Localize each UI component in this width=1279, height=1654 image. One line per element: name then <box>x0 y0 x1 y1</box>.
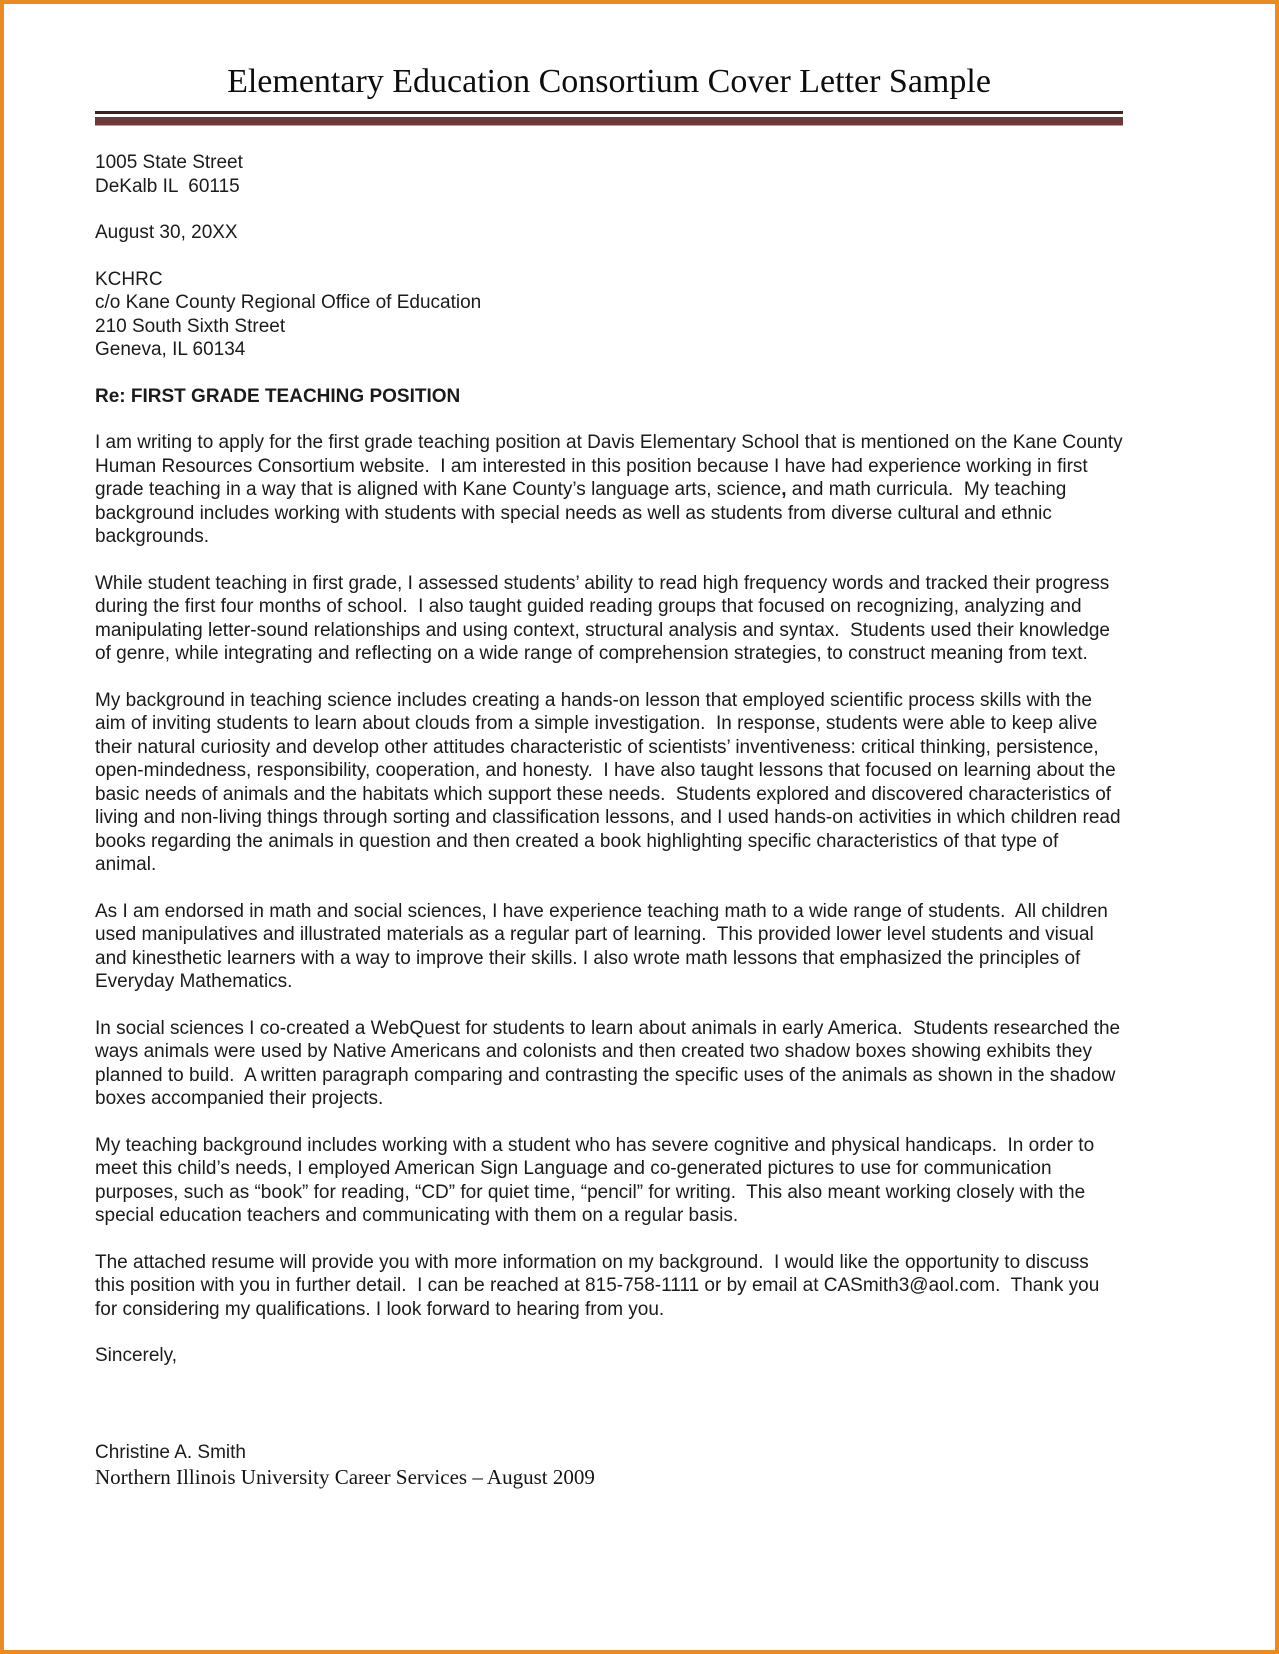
recipient-address-line: 210 South Sixth Street <box>95 315 286 337</box>
recipient-address-line: KCHRC <box>95 268 163 290</box>
paragraph-text: and math curricula. My teaching background includes working with students with special needs as well as students from diverse cultural and ethnic backgrounds. <box>95 479 1072 547</box>
body-paragraph-2: While student teaching in first grade, I assessed students’ ability to read high frequency words and tracked their progress during the first four months of school. I also taught guided reading groups that focused on recognizing, analyzing and manipulating letter-sound relationships and using context, structural analysis and syntax. Students used their knowledge of genre, while integrating and reflecting on a wide range of comprehension strategies, to construct meaning from text. <box>95 572 1116 664</box>
date-block <box>95 221 1123 245</box>
content-column <box>4 62 1275 1490</box>
recipient-address-line: Geneva, IL 60134 <box>95 339 246 360</box>
sender-address <box>95 151 1123 198</box>
body-paragraph-5: In social sciences I co-created a WebQuest for students to learn about animals in early America. Students researched the ways animals were used by Native Americans and colonists and then created two shadow boxes showing exhibits they planned to build. A written paragraph comparing and contrasting the specific uses of the animals as shown in the shadow boxes accompanied their projects. <box>95 1017 1126 1109</box>
body-paragraph-4: As I am endorsed in math and social sciences, I have experience teaching math to a wide range of students. All children used manipulatives and illustrated materials as a regular part of learning. This provided lower level students and visual and kinesthetic learners with a way to improve their skills. I also wrote math lessons that emphasized the principles of Everyday Mathematics. <box>95 900 1114 992</box>
letter-body <box>95 151 1128 1490</box>
body-paragraph-6: My teaching background includes working with a student who has severe cognitive and physical handicaps. In order to meet this child’s needs, I employed American Sign Language and co-generated pictures to use for communication purposes, such as “book” for reading, “CD” for quiet time, “pencil” for writing. This also meant working closely with the special education teachers and communicating with them on a regular basis. <box>95 1134 1100 1226</box>
body-paragraph-3: My background in teaching science includes creating a hands-on lesson that employed scientific process skills with the aim of inviting students to learn about clouds from a simple investigation. In response, students were able to keep alive their natural curiosity and develop other attitudes characteristic of scientists’ inventiveness: critical thinking, persistence, open-mindedness, responsibility, cooperation, and honesty. I have also taught lessons that focused on learning about the basic needs of animals and the habitats which support these needs. Students explored and discovered characteristics of living and non-living things through sorting and classification lessons, and I used hands-on activities in which children read books regarding the animals in question and then created a book highlighting specific characteristics of that type of animal. <box>95 689 1126 875</box>
date-line: August 30, 20XX <box>95 222 238 243</box>
footer-credit: Northern Illinois University Career Services – August 2009 <box>95 1465 595 1489</box>
subject-line: Re: FIRST GRADE TEACHING POSITION <box>95 385 461 407</box>
body-paragraph-7: The attached resume will provide you with more information on my background. I would like the opportunity to discuss this position with you in further detail. I can be reached at 815-758-1111 or by email at CASmith3@aol.com. Thank you for considering my qualifications. I look forward to hearing from you. <box>95 1251 1105 1320</box>
bold-comma: , <box>781 479 787 500</box>
paragraph-text: I am writing to apply for the first grade teaching position at Davis Elementary School that is mentioned on the Kane County Human Resources Consortium website. I am interested in this position because I have had experience working in first grade teaching in a way that is aligned with Kane County’s language arts, science <box>95 432 1128 500</box>
title-rule-thick-line <box>95 117 1123 126</box>
sender-address-line: DeKalb IL 60115 <box>95 175 240 197</box>
recipient-address <box>95 268 1123 362</box>
closing-line: Sincerely, <box>95 1345 178 1366</box>
title-rule <box>95 111 1123 126</box>
body-paragraph-1 <box>95 431 1128 549</box>
document-title: Elementary Education Consortium Cover Letter Sample <box>227 63 991 100</box>
signature-name: Christine A. Smith <box>95 1441 246 1463</box>
sender-address-line: 1005 State Street <box>95 152 243 173</box>
recipient-address-line: c/o Kane County Regional Office of Education <box>95 292 482 313</box>
